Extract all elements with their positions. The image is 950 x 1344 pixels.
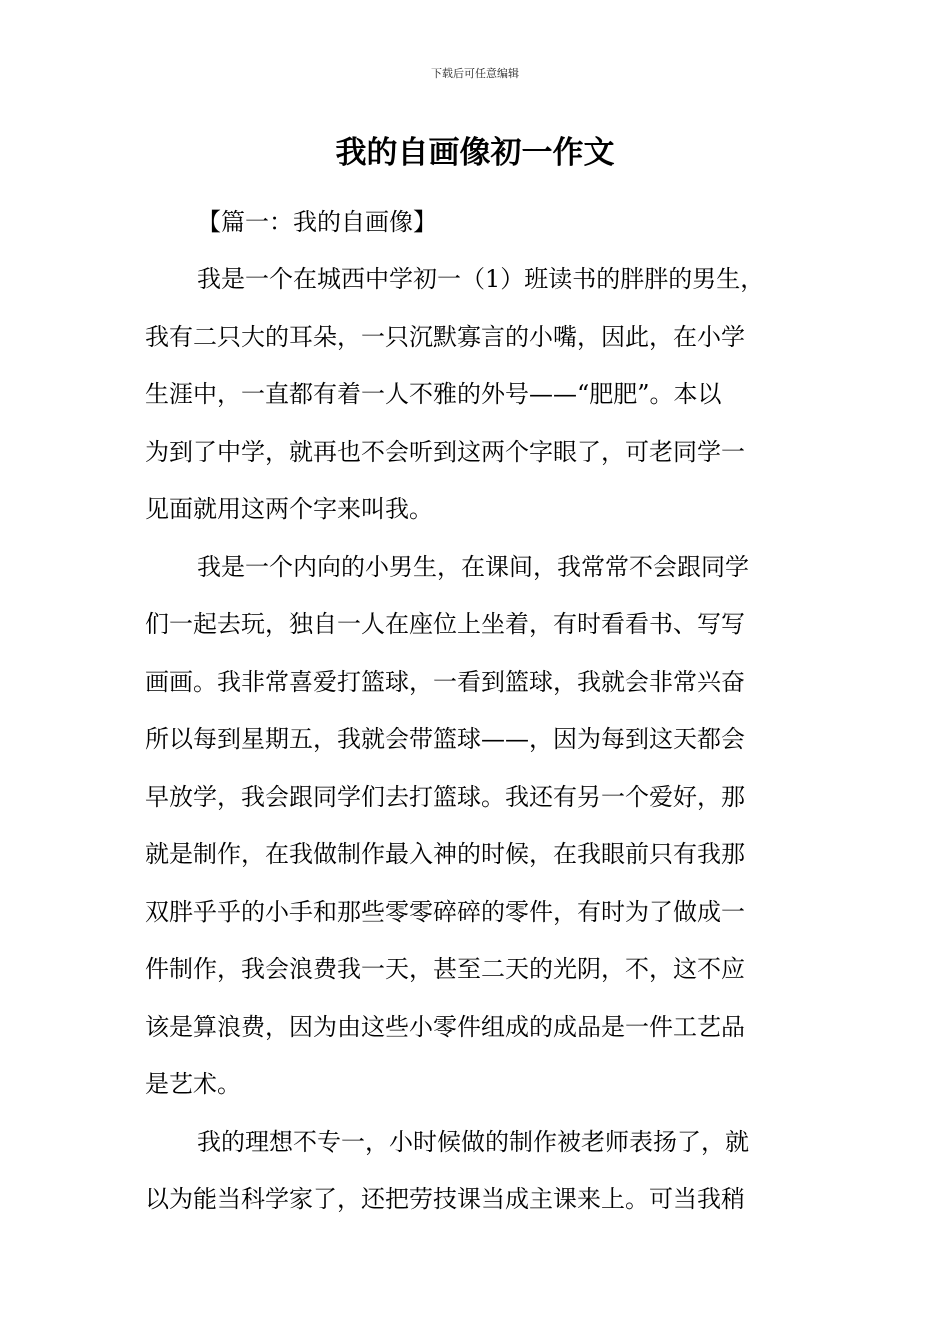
- paragraph-line: 双胖乎乎的小手和那些零零碎碎的零件，有时为了做成一: [145, 897, 745, 926]
- paragraph-line: 见面就用这两个字来叫我。: [145, 495, 433, 523]
- paragraph-line: 我的理想不专一，小时候做的制作被老师表扬了，就: [197, 1127, 749, 1156]
- paragraph-1: [145, 251, 805, 539]
- paragraph-2: [145, 539, 805, 1114]
- paragraph-line: 是艺术。: [145, 1070, 241, 1098]
- paragraph-line: 件制作，我会浪费我一天，甚至二天的光阴，不，这不应: [145, 955, 745, 983]
- document-body: [145, 194, 805, 1229]
- paragraph-line: 我有二只大的耳朵，一只沉默寡言的小嘴，因此，在小学: [145, 322, 745, 351]
- paragraph-line: 生涯中，一直都有着一人不雅的外号——“肥肥”。本以: [145, 380, 722, 408]
- paragraph-line: 早放学，我会跟同学们去打篮球。我还有另一个爱好，那: [145, 782, 745, 811]
- section-heading: 【篇一：我的自画像】: [197, 208, 437, 236]
- paragraph-line: 该是算浪费，因为由这些小零件组成的成品是一件工艺品: [145, 1012, 745, 1041]
- paragraph-line: 以为能当科学家了，还把劳技课当成主课来上。可当我稍: [145, 1185, 745, 1213]
- paragraph-line: 画画。我非常喜爱打篮球，一看到篮球，我就会非常兴奋: [145, 667, 745, 696]
- paragraph-line: 就是制作，在我做制作最入神的时候，在我眼前只有我那: [145, 840, 745, 868]
- paragraph-line: 我是一个内向的小男生，在课间，我常常不会跟同学: [197, 552, 749, 581]
- paragraph-line: 为到了中学，就再也不会听到这两个字眼了，可老同学一: [145, 437, 745, 466]
- document-title: 我的自画像初一作文: [335, 135, 615, 171]
- header-note: 下载后可任意编辑: [431, 67, 519, 80]
- paragraph-line: 们一起去玩，独自一人在座位上坐着，有时看看书、写写: [145, 610, 745, 638]
- paragraph-3: [145, 1114, 805, 1229]
- paragraph-line: 所以每到星期五，我就会带篮球——，因为每到这天都会: [145, 725, 745, 753]
- paragraph-line: 我是一个在城西中学初一（1）班读书的胖胖的男生，: [197, 265, 765, 293]
